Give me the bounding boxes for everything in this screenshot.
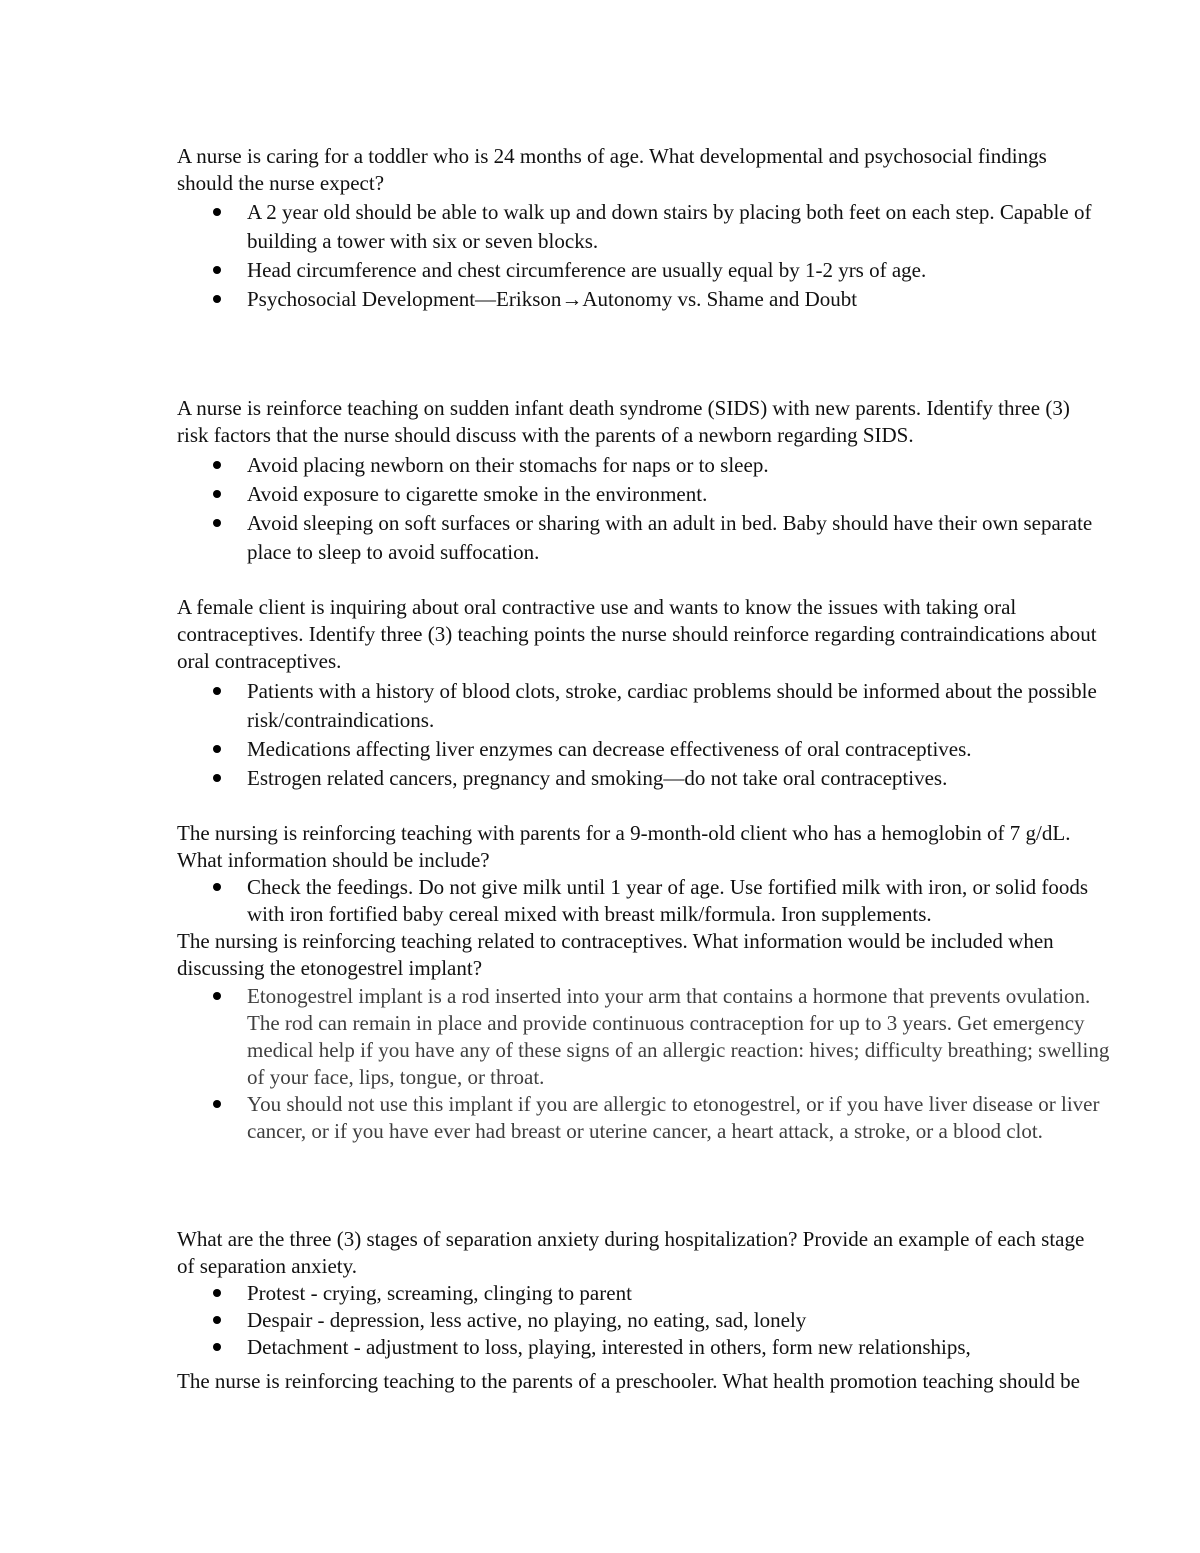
question-line: risk factors that the nurse should discuss with the parents of a newborn regarding SIDS. — [177, 423, 914, 447]
question-separation-anxiety — [177, 1226, 1200, 1280]
list-item: Despair - depression, less active, no playing, no eating, sad, lonely — [177, 1307, 1200, 1334]
question-hemoglobin — [177, 820, 1200, 874]
answer-list-toddler — [177, 198, 1200, 314]
question-line: A female client is inquiring about oral contractive use and wants to know the issues with taking oral — [177, 595, 1017, 619]
list-item: Detachment - adjustment to loss, playing, interested in others, form new relationships, — [177, 1334, 1200, 1361]
list-item: Head circumference and chest circumference are usually equal by 1-2 yrs of age. — [177, 256, 1200, 285]
bullet-icon — [213, 295, 221, 303]
question-line: What information should be include? — [177, 848, 490, 872]
bullet-icon — [213, 1316, 221, 1324]
list-item: A 2 year old should be able to walk up and down stairs by placing both feet on each step. Capable of building a tower with six or seven blocks. — [177, 198, 1200, 256]
bullet-icon — [213, 266, 221, 274]
question-etonogestrel — [177, 928, 1200, 982]
bullet-icon — [213, 992, 221, 1000]
answer-list-separation-anxiety — [177, 1280, 1200, 1361]
question-line: The nurse is reinforcing teaching to the parents of a preschooler. What health promotion teaching should be — [177, 1369, 1080, 1393]
list-item: Avoid exposure to cigarette smoke in the environment. — [177, 480, 1200, 509]
question-line: The nursing is reinforcing teaching related to contraceptives. What information would be included when — [177, 929, 1054, 953]
bullet-icon — [213, 1289, 221, 1297]
bullet-icon — [213, 774, 221, 782]
list-item: Avoid sleeping on soft surfaces or sharing with an adult in bed. Baby should have their own separate place to sleep to avoid suffocation. — [177, 509, 1200, 567]
question-sids — [177, 395, 1200, 449]
answer-list-etonogestrel — [177, 983, 1200, 1145]
list-item: Psychosocial Development—Erikson→Autonomy vs. Shame and Doubt — [177, 285, 1200, 314]
question-line: A nurse is caring for a toddler who is 24 months of age. What developmental and psychosocial findings — [177, 144, 1047, 168]
question-oral-contraceptives — [177, 594, 1200, 675]
question-line: of separation anxiety. — [177, 1254, 357, 1278]
bullet-icon — [213, 1100, 221, 1108]
question-line: What are the three (3) stages of separation anxiety during hospitalization? Provide an example of each stage — [177, 1227, 1085, 1251]
question-line: A nurse is reinforce teaching on sudden infant death syndrome (SIDS) with new parents. Identify three (3) — [177, 396, 1070, 420]
question-line: contraceptives. Identify three (3) teaching points the nurse should reinforce regarding contraindications about — [177, 622, 1097, 646]
question-line: The nursing is reinforcing teaching with parents for a 9-month-old client who has a hemoglobin of 7 g/dL. — [177, 821, 1071, 845]
list-item: Etonogestrel implant is a rod inserted into your arm that contains a hormone that prevents ovulation. The rod can remain in place and provide continuous contraception for up to 3 years. Get emergency medical help if you have any of these signs of an allergic reaction: hives; difficulty breathing; swelling of your face, lips, tongue, or throat. — [177, 983, 1200, 1091]
answer-list-oral-contraceptives — [177, 677, 1200, 793]
answer-list-sids — [177, 451, 1200, 567]
list-item: Check the feedings. Do not give milk until 1 year of age. Use fortified milk with iron, or solid foods with iron fortified baby cereal mixed with breast milk/formula. Iron supplements. — [177, 874, 1200, 928]
bullet-icon — [213, 687, 221, 695]
list-item: Medications affecting liver enzymes can decrease effectiveness of oral contraceptives. — [177, 735, 1200, 764]
bullet-icon — [213, 1343, 221, 1351]
list-item: Protest - crying, screaming, clinging to parent — [177, 1280, 1200, 1307]
list-item: Avoid placing newborn on their stomachs for naps or to sleep. — [177, 451, 1200, 480]
question-toddler-development — [177, 143, 1200, 197]
question-line: should the nurse expect? — [177, 171, 385, 195]
bullet-icon — [213, 461, 221, 469]
bullet-icon — [213, 208, 221, 216]
list-item: You should not use this implant if you are allergic to etonogestrel, or if you have liver disease or liver cancer, or if you have ever had breast or uterine cancer, a heart attack, a stroke, or a blood clot. — [177, 1091, 1200, 1145]
question-line: oral contraceptives. — [177, 649, 342, 673]
bullet-icon — [213, 883, 221, 891]
bullet-icon — [213, 745, 221, 753]
question-line: discussing the etonogestrel implant? — [177, 956, 483, 980]
bullet-icon — [213, 490, 221, 498]
list-item: Estrogen related cancers, pregnancy and smoking—do not take oral contraceptives. — [177, 764, 1200, 793]
question-preschooler — [177, 1368, 1200, 1395]
answer-list-hemoglobin — [177, 874, 1200, 928]
bullet-icon — [213, 519, 221, 527]
list-item: Patients with a history of blood clots, stroke, cardiac problems should be informed about the possible risk/contraindications. — [177, 677, 1200, 735]
